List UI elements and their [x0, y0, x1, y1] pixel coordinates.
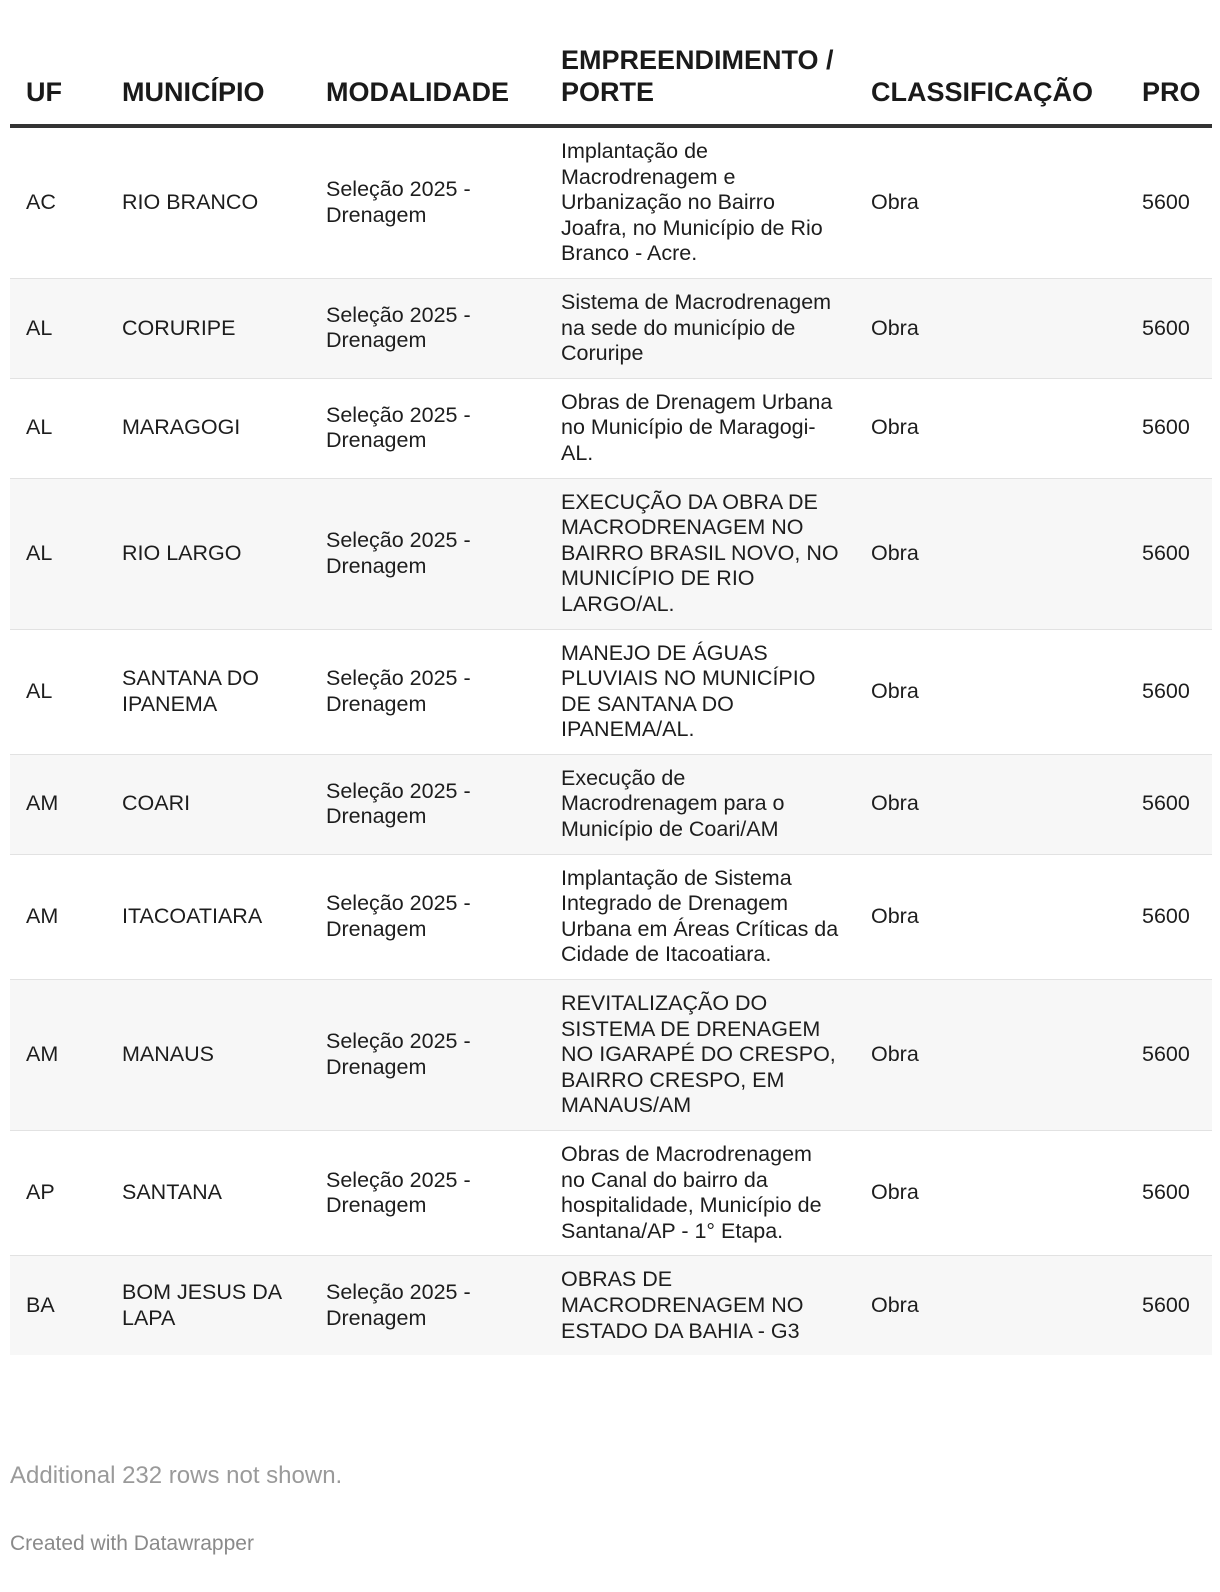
cell-municipio: SANTANA	[106, 1131, 310, 1256]
cell-uf: AL	[10, 629, 106, 754]
cell-municipio: SANTANA DO IPANEMA	[106, 629, 310, 754]
cell-proposta: 5600	[1126, 980, 1212, 1131]
datawrapper-credit: Created with Datawrapper	[10, 1532, 254, 1555]
cell-uf: AC	[10, 126, 106, 278]
cell-uf: AL	[10, 478, 106, 629]
cell-classificacao: Obra	[855, 1256, 1126, 1355]
cell-uf: AM	[10, 754, 106, 854]
cell-modalidade: Seleção 2025 - Drenagem	[310, 1131, 545, 1256]
cell-empreendimento: Obras de Macrodrenagem no Canal do bairro da hospitalidade, Município de Santana/AP - 1° Etapa.	[545, 1131, 855, 1256]
cell-proposta: 5600	[1126, 478, 1212, 629]
column-header-modalidade[interactable]: MODALIDADE	[310, 0, 545, 126]
cell-empreendimento: EXECUÇÃO DA OBRA DE MACRODRENAGEM NO BAIRRO BRASIL NOVO, NO MUNICÍPIO DE RIO LARGO/AL.	[545, 478, 855, 629]
cell-classificacao: Obra	[855, 278, 1126, 378]
cell-municipio: CORURIPE	[106, 278, 310, 378]
cell-proposta: 5600	[1126, 754, 1212, 854]
table-row	[10, 478, 1212, 629]
cell-classificacao: Obra	[855, 629, 1126, 754]
cell-modalidade: Seleção 2025 - Drenagem	[310, 754, 545, 854]
table-row	[10, 278, 1212, 378]
cell-modalidade: Seleção 2025 - Drenagem	[310, 629, 545, 754]
cell-proposta: 5600	[1126, 854, 1212, 979]
data-table	[10, 0, 1212, 1355]
table-row	[10, 126, 1212, 278]
cell-proposta: 5600	[1126, 629, 1212, 754]
table-body	[10, 126, 1212, 1355]
cell-empreendimento: Obras de Drenagem Urbana no Município de Maragogi-AL.	[545, 378, 855, 478]
cell-uf: AL	[10, 278, 106, 378]
column-header-classificacao[interactable]: CLASSIFICAÇÃO	[855, 0, 1126, 126]
cell-proposta: 5600	[1126, 126, 1212, 278]
cell-municipio: RIO LARGO	[106, 478, 310, 629]
cell-proposta: 5600	[1126, 1256, 1212, 1355]
cell-uf: AP	[10, 1131, 106, 1256]
cell-municipio: BOM JESUS DA LAPA	[106, 1256, 310, 1355]
table-row	[10, 854, 1212, 979]
cell-classificacao: Obra	[855, 754, 1126, 854]
cell-uf: AM	[10, 854, 106, 979]
data-table-container	[10, 0, 1212, 1355]
cell-modalidade: Seleção 2025 - Drenagem	[310, 1256, 545, 1355]
table-row	[10, 629, 1212, 754]
table-row	[10, 1131, 1212, 1256]
table-row	[10, 980, 1212, 1131]
table-notes: Additional 232 rows not shown.	[10, 1462, 343, 1489]
cell-empreendimento: OBRAS DE MACRODRENAGEM NO ESTADO DA BAHIA - G3	[545, 1256, 855, 1355]
cell-classificacao: Obra	[855, 980, 1126, 1131]
cell-municipio: COARI	[106, 754, 310, 854]
column-header-municipio[interactable]: MUNICÍPIO	[106, 0, 310, 126]
cell-classificacao: Obra	[855, 478, 1126, 629]
header-row	[10, 0, 1212, 126]
cell-municipio: RIO BRANCO	[106, 126, 310, 278]
cell-empreendimento: Execução de Macrodrenagem para o Município de Coari/AM	[545, 754, 855, 854]
table-row	[10, 378, 1212, 478]
cell-classificacao: Obra	[855, 1131, 1126, 1256]
cell-proposta: 5600	[1126, 378, 1212, 478]
cell-uf: AM	[10, 980, 106, 1131]
table-row	[10, 754, 1212, 854]
cell-municipio: MARAGOGI	[106, 378, 310, 478]
cell-modalidade: Seleção 2025 - Drenagem	[310, 980, 545, 1131]
cell-proposta: 5600	[1126, 278, 1212, 378]
cell-uf: AL	[10, 378, 106, 478]
column-header-empreendimento[interactable]: EMPREENDIMENTO / PORTE	[545, 0, 855, 126]
cell-classificacao: Obra	[855, 378, 1126, 478]
cell-empreendimento: Implantação de Sistema Integrado de Drenagem Urbana em Áreas Críticas da Cidade de Itacoatiara.	[545, 854, 855, 979]
cell-proposta: 5600	[1126, 1131, 1212, 1256]
cell-municipio: ITACOATIARA	[106, 854, 310, 979]
cell-empreendimento: MANEJO DE ÁGUAS PLUVIAIS NO MUNICÍPIO DE SANTANA DO IPANEMA/AL.	[545, 629, 855, 754]
cell-uf: BA	[10, 1256, 106, 1355]
cell-classificacao: Obra	[855, 854, 1126, 979]
cell-modalidade: Seleção 2025 - Drenagem	[310, 378, 545, 478]
cell-empreendimento: Sistema de Macrodrenagem na sede do município de Coruripe	[545, 278, 855, 378]
cell-modalidade: Seleção 2025 - Drenagem	[310, 126, 545, 278]
column-header-uf[interactable]: UF	[10, 0, 106, 126]
table-header	[10, 0, 1212, 126]
table-row	[10, 1256, 1212, 1355]
column-header-proposta[interactable]: PRO	[1126, 0, 1212, 126]
cell-empreendimento: Implantação de Macrodrenagem e Urbanização no Bairro Joafra, no Município de Rio Branco - Acre.	[545, 126, 855, 278]
cell-municipio: MANAUS	[106, 980, 310, 1131]
cell-empreendimento: REVITALIZAÇÃO DO SISTEMA DE DRENAGEM NO IGARAPÉ DO CRESPO, BAIRRO CRESPO, EM MANAUS/AM	[545, 980, 855, 1131]
cell-modalidade: Seleção 2025 - Drenagem	[310, 278, 545, 378]
cell-classificacao: Obra	[855, 126, 1126, 278]
cell-modalidade: Seleção 2025 - Drenagem	[310, 854, 545, 979]
cell-modalidade: Seleção 2025 - Drenagem	[310, 478, 545, 629]
